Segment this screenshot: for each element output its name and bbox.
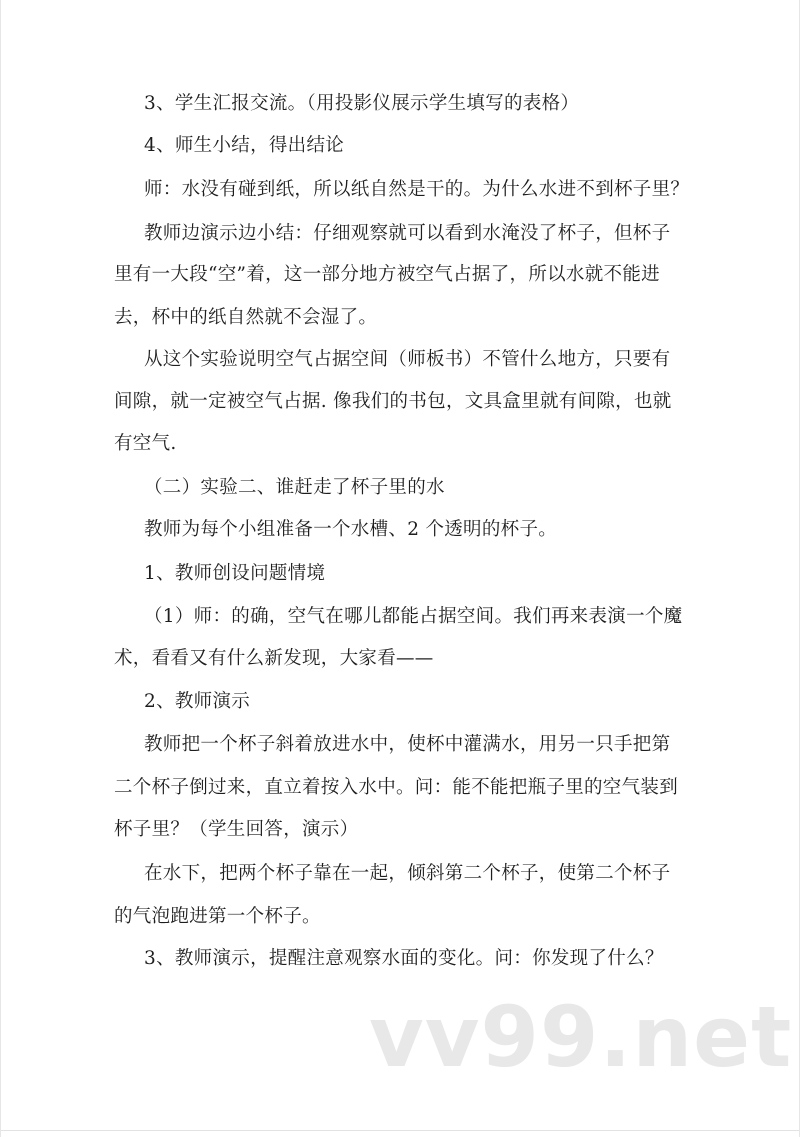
text-line: 术，看看又有什么新发现，大家看——: [114, 648, 434, 669]
text-line: 4、师生小结，得出结论: [144, 135, 345, 156]
text-line: 1、教师创设问题情境: [144, 563, 326, 584]
text-line: 里有一大段“空”着，这一部分地方被空气占据了，所以水就不能进: [114, 264, 660, 285]
page-bottom-divider: [1, 1130, 799, 1131]
text-line: 去，杯中的纸自然就不会湿了。: [114, 307, 378, 328]
text-line: 在水下，把两个杯子靠在一起，倾斜第二个杯子，使第二个杯子: [144, 863, 671, 884]
text-line: 间隙，就一定被空气占据. 像我们的书包，文具盒里就有间隙，也就: [114, 391, 672, 412]
text-line: 有空气.: [114, 433, 177, 454]
text-line: （1）师：的确，空气在哪儿都能占据空间。我们再来表演一个魔: [144, 606, 683, 627]
text-line: 从这个实验说明空气占据空间（师板书）不管什么地方，只要有: [144, 349, 671, 370]
text-line: 的气泡跑进第一个杯子。: [114, 906, 321, 927]
text-line: 3、学生汇报交流。（用投影仪展示学生填写的表格）: [144, 93, 580, 114]
watermark: vv99.net: [369, 988, 793, 1086]
section-heading: （二）实验二、谁赶走了杯子里的水: [144, 477, 445, 498]
text-line: 教师边演示边小结：仔细观察就可以看到水淹没了杯子，但杯子: [144, 223, 671, 244]
text-line: 教师把一个杯子斜着放进水中，使杯中灌满水，用另一只手把第: [144, 734, 671, 755]
text-line: 杯子里？（学生回答，演示）: [114, 819, 359, 840]
text-line: 3、教师演示，提醒注意观察水面的变化。问：你发现了什么？: [144, 948, 664, 969]
text-line: 教师为每个小组准备一个水槽、2 个透明的杯子。: [144, 519, 558, 540]
text-line: 二个杯子倒过来，直立着按入水中。问：能不能把瓶子里的空气装到: [114, 777, 679, 798]
text-line: 师：水没有碰到纸，所以纸自然是干的。为什么水进不到杯子里？: [144, 179, 690, 200]
text-line: 2、教师演示: [144, 691, 251, 712]
